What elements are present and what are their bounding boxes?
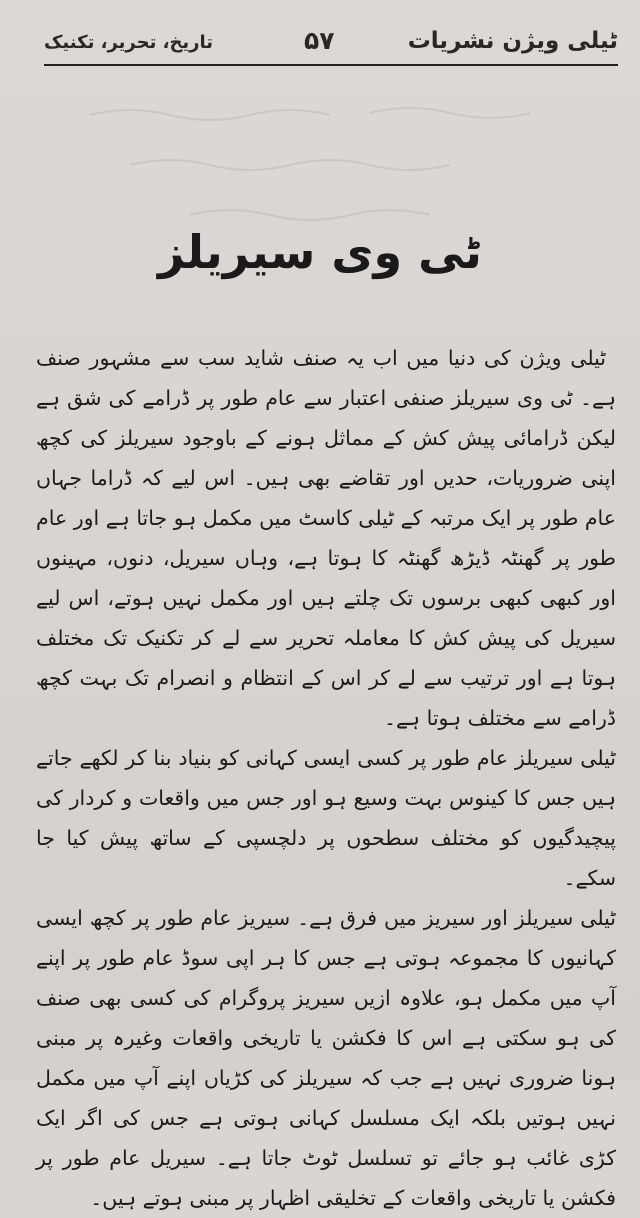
paragraph-2: ٹیلی سیریلز عام طور پر کسی ایسی کہانی کو بنیاد بنا کر لکھے جاتے ہیں جس کا کینوس بہت وسیع ہو اور جس میں واقعات و کردار کی پیچیدگیوں کو مختلف سطحوں پر دلچسپی کے ساتھ پیش کیا جا سکے۔ [36,746,616,890]
book-title: ٹیلی ویژن نشریات [407,28,618,54]
chapter-title: ٹی وی سیریلز [158,225,482,279]
paragraph-1: ٹیلی ویژن کی دنیا میں اب یہ صنف شاید سب سے مشہور صنف ہے۔ ٹی وی سیریلز صنفی اعتبار سے عام طور پر ڈرامے کی شق ہے لیکن ڈرامائی پیش کش کے مماثل ہونے کے باوجود سیریلز کی کچھ اپنی ضروریات، حدیں اور تقاضے بھی ہیں۔ اس لیے کہ ڈراما جہاں عام طور پر ایک مرتبہ کے ٹیلی کاسٹ میں مکمل ہو جاتا ہے اور عام طور پر گھنٹہ ڈیڑھ گھنٹہ کا ہوتا ہے، وہاں سیریل، دنوں، مہینوں اور کبھی کبھی برسوں تک چلتے ہیں اور مکمل نہیں ہوتے، اس لیے سیریل کی پیش کش کا معاملہ تحریر سے لے کر تکنیک تک مختلف ہوتا ہے اور ترتیب سے لے کر اس کے انتظام و انصرام تک بہت کچھ ڈرامے سے مختلف ہوتا ہے۔ [36,346,616,730]
paragraph-3: ٹیلی سیریلز اور سیریز میں فرق ہے۔ سیریز عام طور پر کچھ ایسی کہانیوں کا مجموعہ ہوتی ہے جس کا ہر اپی سوڈ عام طور پر اپنے آپ میں مکمل ہو، علاوہ ازیں سیریز پروگرام کی کسی بھی صنف کی ہو سکتی ہے اس کا فکشن یا تاریخی واقعات وغیرہ پر مبنی ہونا ضروری نہیں ہے جب کہ سیریلز کی کڑیاں اپنے آپ میں مکمل نہیں ہوتیں بلکہ ایک مسلسل کہانی ہوتی ہے جس کی اگر ایک کڑی غائب ہو جائے تو تسلسل ٹوٹ جاتا ہے۔ سیریل عام طور پر فکشن یا تاریخی واقعات کے تخلیقی اظہار پر مبنی ہوتے ہیں۔ [36,906,616,1210]
section-title: تاریخ، تحریر، تکنیک [44,32,214,53]
body-text [36,338,616,1218]
header-rule [44,64,618,66]
page-number: ۵۷ [304,26,335,55]
show-through-text [70,95,590,245]
running-header [44,22,618,68]
